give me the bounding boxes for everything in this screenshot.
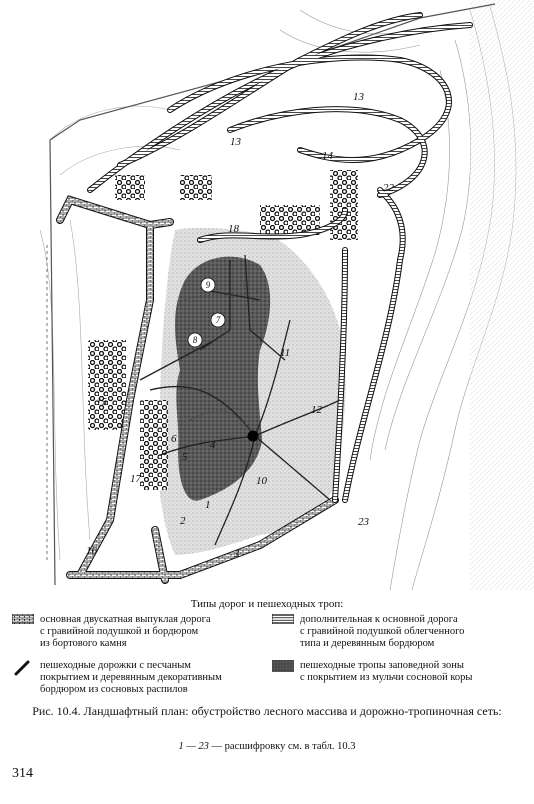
zone-label-17: 17 bbox=[130, 473, 141, 485]
zone-label-18: 18 bbox=[228, 223, 239, 235]
legend-item-main-road bbox=[12, 614, 262, 654]
zone-label-1: 1 bbox=[205, 499, 211, 511]
zone-label-23: 23 bbox=[358, 516, 369, 528]
zone-label-16: 16 bbox=[86, 545, 97, 557]
page-number: 314 bbox=[12, 766, 33, 781]
diagonal-stroke-swatch-icon bbox=[12, 660, 34, 676]
figure-caption-note bbox=[0, 741, 534, 752]
figure-caption: Рис. 10.4. Ландшафтный план: обустройство лесного массива и дорожно-тропиночная сеть: bbox=[32, 704, 502, 718]
zone-label-15: 15 bbox=[96, 396, 107, 408]
legend-title: Типы дорог и пешеходных троп: bbox=[190, 598, 344, 610]
legend-item-secondary-road bbox=[272, 614, 527, 654]
brick-swatch-icon bbox=[12, 614, 34, 624]
central-node bbox=[248, 431, 259, 442]
legend-item-sandy-footpath bbox=[12, 660, 267, 700]
zone-label-11: 11 bbox=[280, 347, 291, 359]
zone-label-22: 22 bbox=[383, 182, 394, 194]
legend-text-sandy-footpath: пешеходные дорожки с песчаным покрытием и деревянным декоративным бордюром из сосновых распилов bbox=[40, 660, 222, 695]
zone-label-4: 4 bbox=[210, 439, 216, 451]
legend-text-main-road: основная двускатная выпуклая дорога с гравийной подушкой и бордюром из бортового камня bbox=[40, 614, 211, 649]
circled-marker-8: 8 bbox=[192, 335, 198, 345]
caption-range: 1 — 23 bbox=[178, 741, 209, 752]
circled-marker-7: 7 bbox=[215, 315, 221, 325]
zone-label-6: 6 bbox=[171, 433, 177, 445]
dark-dotted-swatch-icon bbox=[272, 660, 294, 672]
legend-text-reserve-trail: пешеходные тропы заповедной зоны с покрытием из мульчи сосновой коры bbox=[300, 660, 473, 683]
caption-rest: — расшифровку см. в табл. 10.3 bbox=[208, 741, 356, 752]
zone-label-13b: 13 bbox=[353, 91, 364, 103]
zone-label-13a: 13 bbox=[230, 136, 241, 148]
zone-label-14: 14 bbox=[322, 150, 333, 162]
zone-label-10: 10 bbox=[256, 475, 267, 487]
zone-label-12: 12 bbox=[311, 404, 322, 416]
legend-item-reserve-trail bbox=[272, 660, 527, 700]
zone-label-3: 3 bbox=[234, 548, 240, 560]
hill-texture bbox=[470, 0, 534, 590]
zone-label-2: 2 bbox=[180, 515, 186, 527]
horizontal-lines-swatch-icon bbox=[272, 614, 294, 624]
circled-marker-9: 9 bbox=[205, 280, 211, 290]
legend-text-secondary-road: дополнительная к основной дорога с гравийной подушкой облегченного типа и деревянным бордюром bbox=[300, 614, 465, 649]
zone-label-5: 5 bbox=[182, 451, 188, 463]
